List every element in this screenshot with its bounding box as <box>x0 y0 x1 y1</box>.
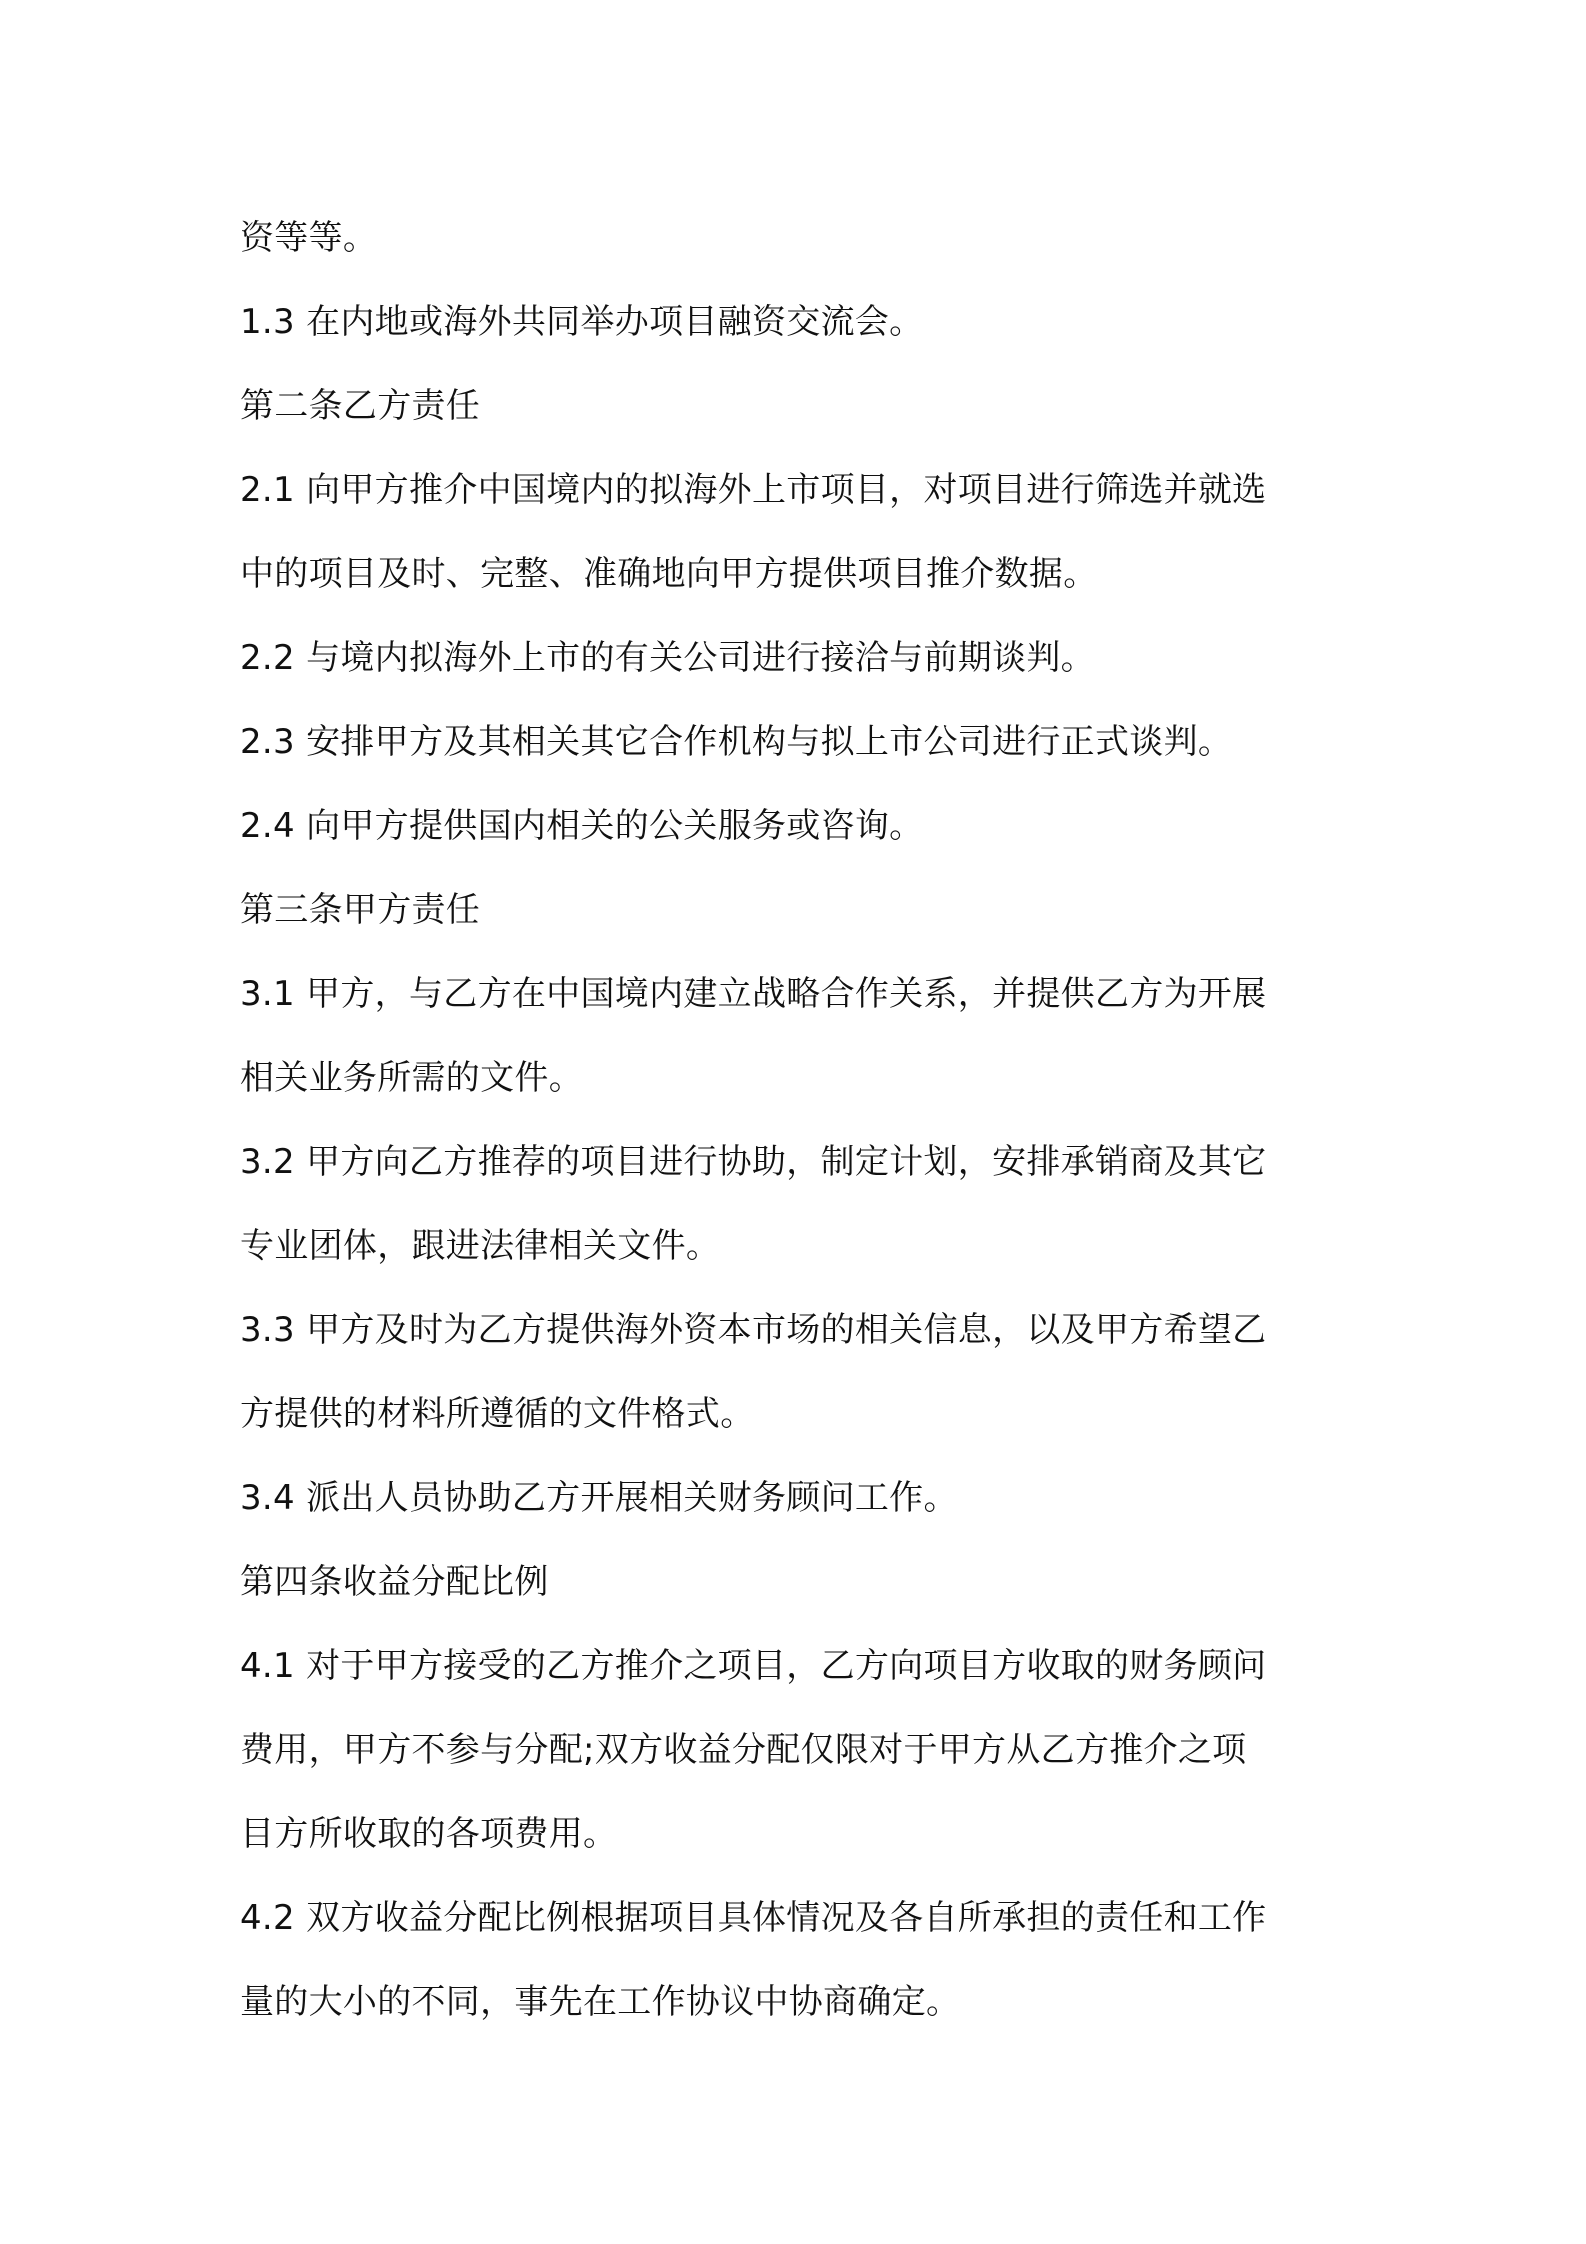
body-text-line: 资等等。 <box>240 218 378 258</box>
clause-3-2-cont: 专业团体，跟进法律相关文件。 <box>240 1226 721 1266</box>
clause-3-3: 3.3 甲方及时为乙方提供海外资本市场的相关信息，以及甲方希望乙 <box>240 1310 1267 1350</box>
clause-2-3: 2.3 安排甲方及其相关其它合作机构与拟上市公司进行正式谈判。 <box>240 722 1233 762</box>
clause-4-2: 4.2 双方收益分配比例根据项目具体情况及各自所承担的责任和工作 <box>240 1898 1267 1938</box>
clause-3-2: 3.2 甲方向乙方推荐的项目进行协助，制定计划，安排承销商及其它 <box>240 1142 1267 1182</box>
clause-1-3: 1.3 在内地或海外共同举办项目融资交流会。 <box>240 302 924 342</box>
section-heading-party-b: 第二条乙方责任 <box>240 386 481 426</box>
clause-3-1-cont: 相关业务所需的文件。 <box>240 1058 583 1098</box>
clause-4-1: 4.1 对于甲方接受的乙方推介之项目，乙方向项目方收取的财务顾问 <box>240 1646 1267 1686</box>
clause-4-2-cont: 量的大小的不同，事先在工作协议中协商确定。 <box>240 1982 961 2022</box>
section-heading-party-a: 第三条甲方责任 <box>240 890 481 930</box>
clause-2-2: 2.2 与境内拟海外上市的有关公司进行接洽与前期谈判。 <box>240 638 1095 678</box>
clause-2-4: 2.4 向甲方提供国内相关的公关服务或咨询。 <box>240 806 924 846</box>
clause-2-1-cont: 中的项目及时、完整、准确地向甲方提供项目推介数据。 <box>240 554 1098 594</box>
clause-4-1-cont-2: 目方所收取的各项费用。 <box>240 1814 618 1854</box>
document-body <box>240 196 1360 2044</box>
clause-3-3-cont: 方提供的材料所遵循的文件格式。 <box>240 1394 755 1434</box>
clause-4-1-cont: 费用，甲方不参与分配;双方收益分配仅限对于甲方从乙方推介之项 <box>240 1730 1247 1770</box>
clause-3-4: 3.4 派出人员协助乙方开展相关财务顾问工作。 <box>240 1478 958 1518</box>
clause-3-1: 3.1 甲方，与乙方在中国境内建立战略合作关系，并提供乙方为开展 <box>240 974 1267 1014</box>
section-heading-revenue: 第四条收益分配比例 <box>240 1562 549 1602</box>
clause-2-1: 2.1 向甲方推介中国境内的拟海外上市项目，对项目进行筛选并就选 <box>240 470 1267 510</box>
